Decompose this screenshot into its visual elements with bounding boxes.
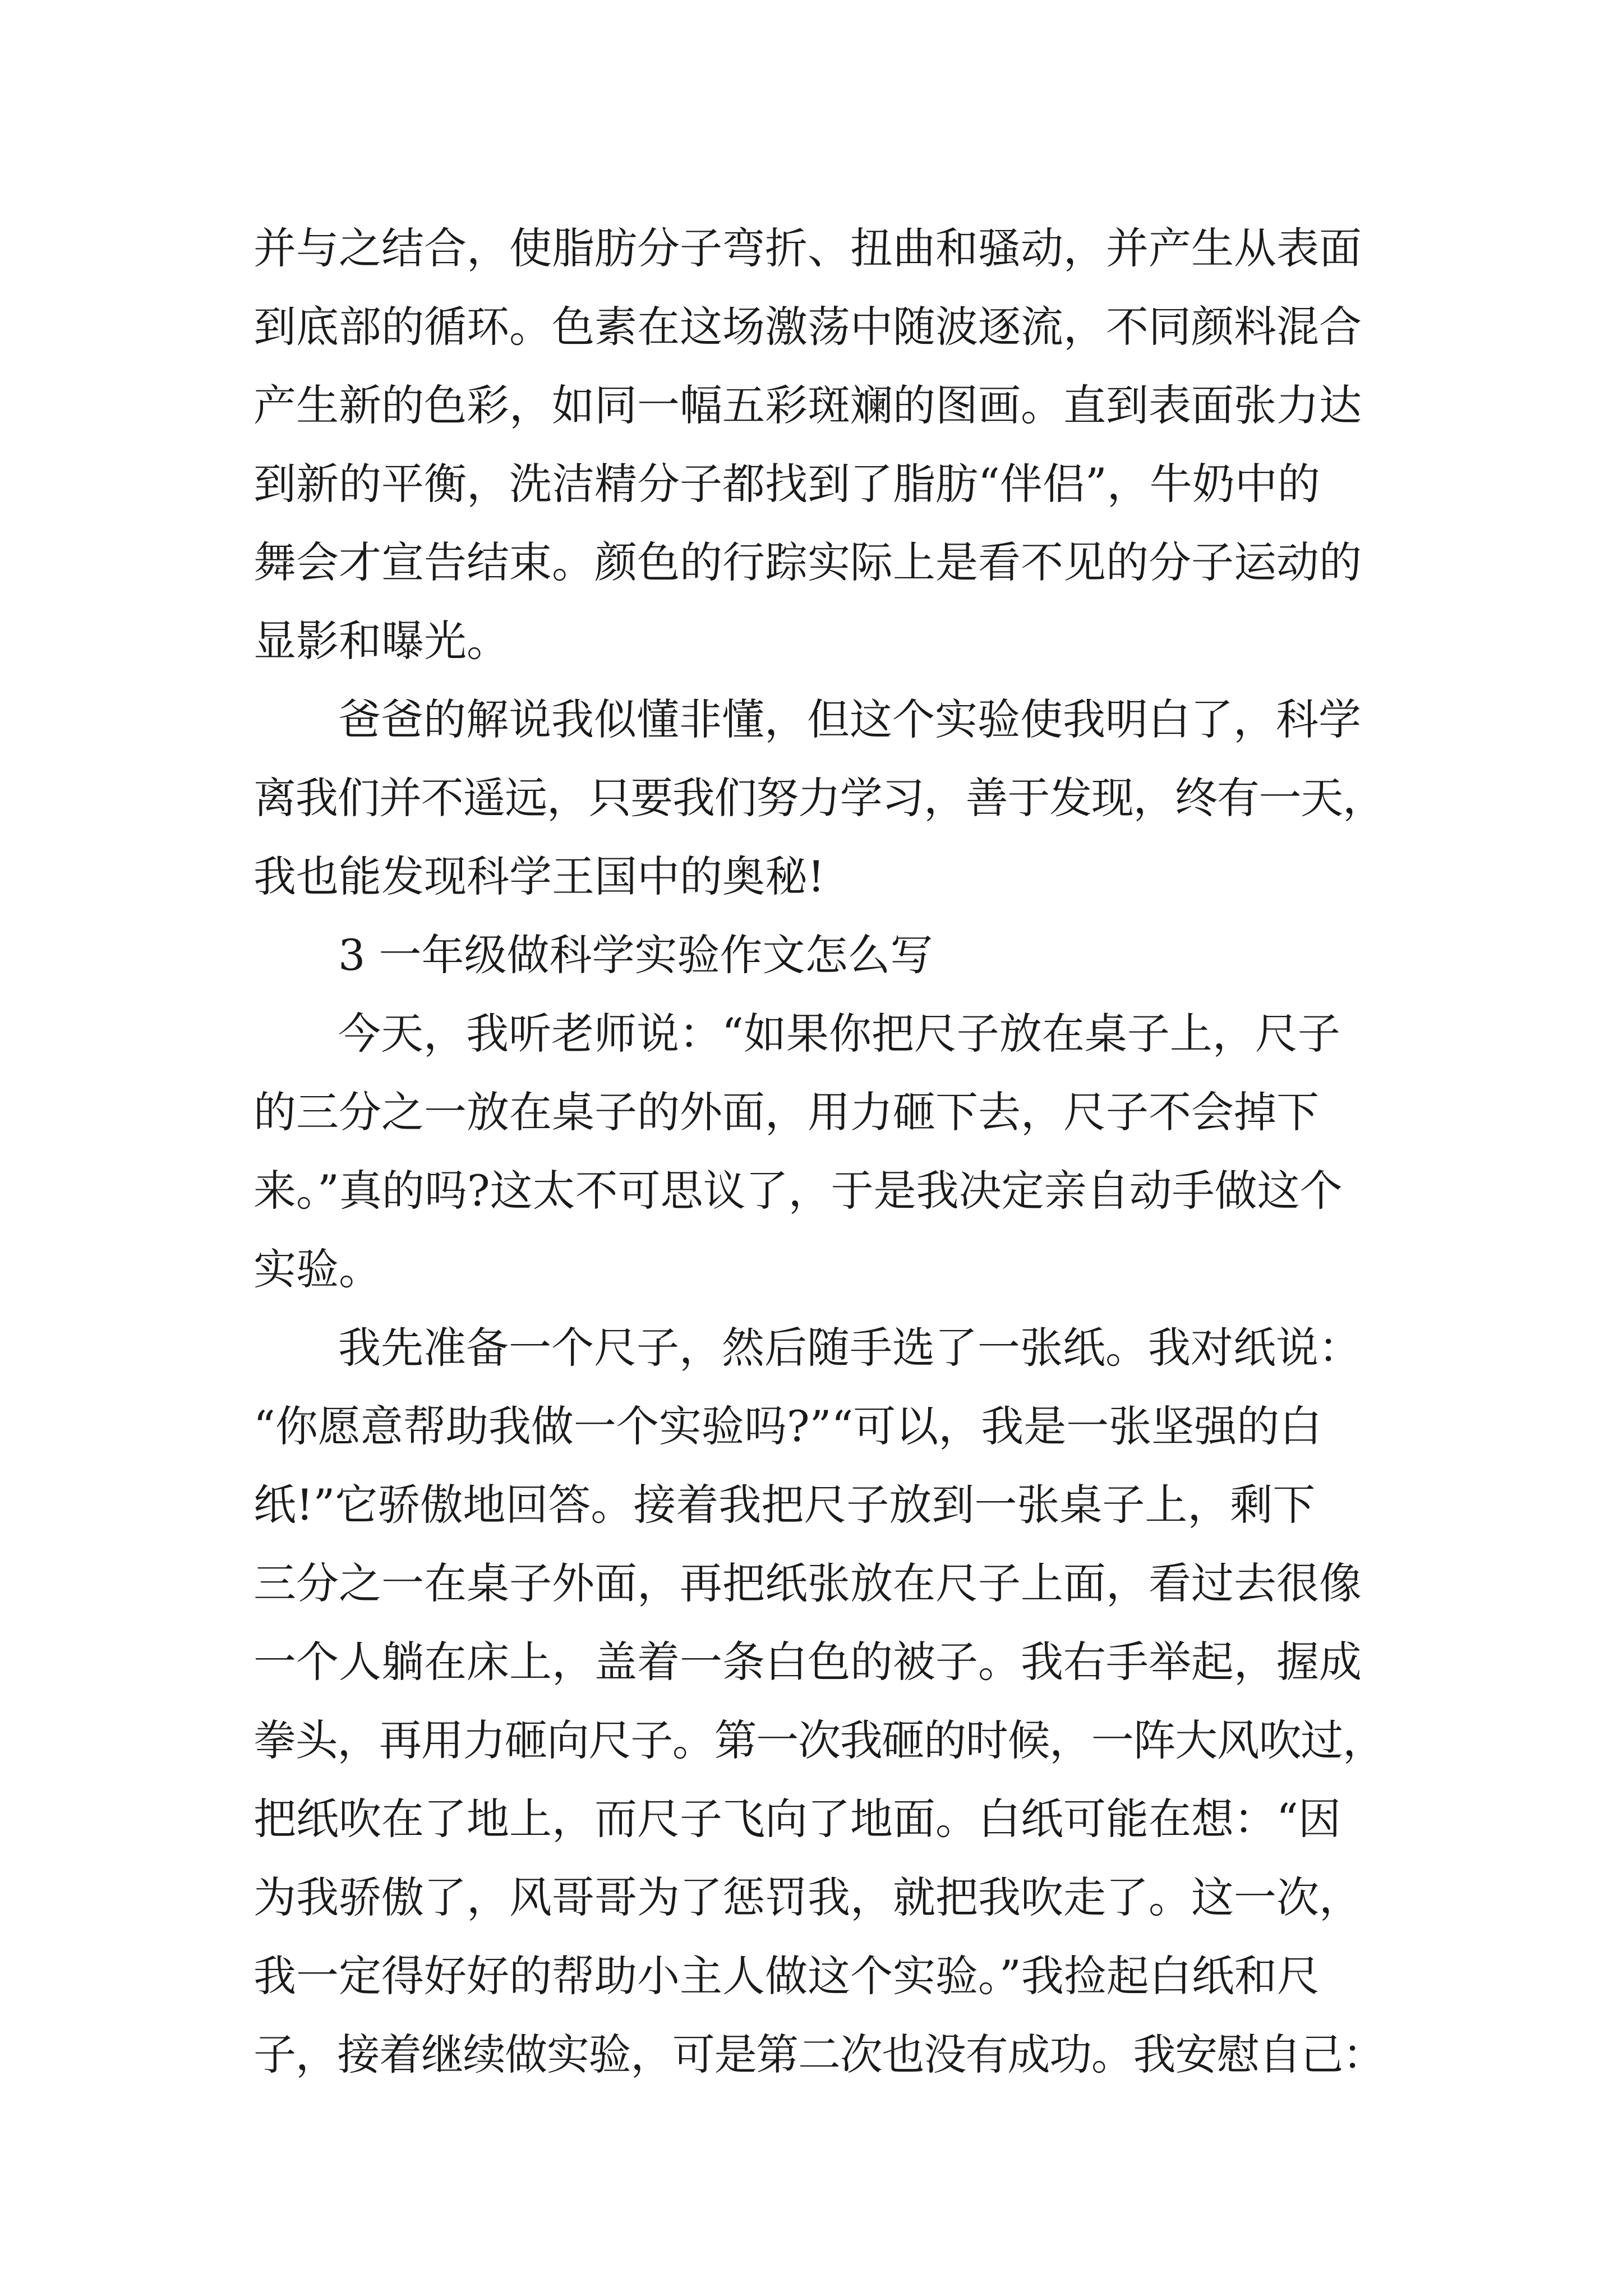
text-line: 到新的平衡，洗洁精分子都找到了脂肪“伴侣”，牛奶中的	[253, 459, 1320, 509]
text-line: 三分之一在桌子外面，再把纸张放在尺子上面，看过去很像	[253, 1558, 1362, 1608]
text-line: 纸!”它骄傲地回答。接着我把尺子放到一张桌子上，剩下	[253, 1480, 1316, 1530]
section-heading: 3 一年级做科学实验作文怎么写	[338, 930, 933, 980]
text-line: 实验。	[253, 1244, 381, 1294]
text-line: 到底部的循环。色素在这场激荡中随波逐流，不同颜料混合	[253, 302, 1362, 352]
text-line: 产生新的色彩，如同一幅五彩斑斓的图画。直到表面张力达	[253, 380, 1362, 430]
text-line: 显影和曝光。	[253, 616, 509, 666]
text-line: 并与之结合，使脂肪分子弯折、扭曲和骚动，并产生从表面	[253, 223, 1362, 273]
text-line: “你愿意帮助我做一个实验吗?”“可以，我是一张坚强的白	[253, 1401, 1322, 1451]
text-line: 我也能发现科学王国中的奥秘!	[253, 852, 825, 901]
text-line: 离我们并不遥远，只要我们努力学习，善于发现，终有一天，	[253, 773, 1385, 823]
text-line: 舞会才宣告结束。颜色的行踪实际上是看不见的分子运动的	[253, 537, 1362, 587]
text-line: 的三分之一放在桌子的外面，用力砸下去，尺子不会掉下	[253, 1087, 1319, 1137]
paragraph-first-line: 今天，我听老师说：“如果你把尺子放在桌子上，尺子	[338, 1009, 1340, 1059]
text-line: 拳头，再用力砸向尺子。第一次我砸的时候，一阵大风吹过，	[253, 1715, 1385, 1765]
paragraph-first-line: 爸爸的解说我似懂非懂，但这个实验使我明白了，科学	[338, 694, 1361, 744]
text-line: 为我骄傲了，风哥哥为了惩罚我，就把我吹走了。这一次，	[253, 1872, 1362, 1922]
text-line: 来。”真的吗?这太不可思议了，于是我决定亲自动手做这个	[253, 1166, 1343, 1216]
paragraph-first-line: 我先准备一个尺子，然后随手选了一张纸。我对纸说：	[338, 1323, 1361, 1373]
text-line: 子，接着继续做实验，可是第二次也没有成功。我安慰自己：	[253, 2030, 1385, 2079]
text-line: 一个人躺在床上，盖着一条白色的被子。我右手举起，握成	[253, 1637, 1362, 1687]
text-line: 把纸吹在了地上，而尺子飞向了地面。白纸可能在想：“因	[253, 1794, 1341, 1844]
text-line: 我一定得好好的帮助小主人做这个实验。”我捡起白纸和尺	[253, 1951, 1320, 2001]
